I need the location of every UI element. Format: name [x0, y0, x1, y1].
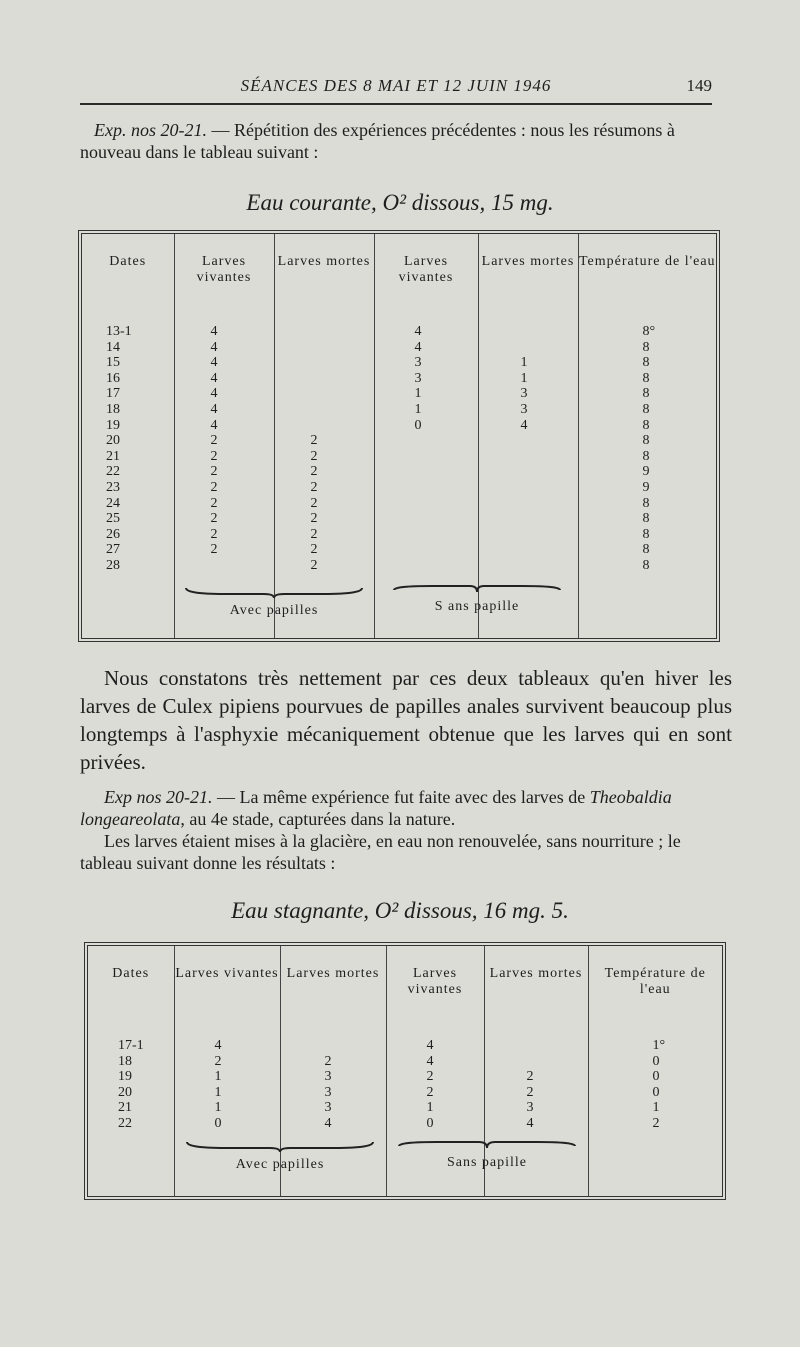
table1-col-mortes-a-cell — [311, 371, 374, 387]
table1-col-dates-cell: 18 — [106, 401, 120, 417]
table1-col-dates-cell: 19 — [106, 417, 120, 433]
table1-col-vivantes-a-cell: 4 — [210, 386, 218, 402]
table2-col-mortes-a-cell: 2 — [324, 1053, 332, 1069]
table1-col-temp-cell: 8 — [642, 370, 650, 386]
table1-col-vivantes-a-cell: 4 — [210, 370, 218, 386]
table1-col-mortes-a-cell: 2 — [310, 526, 318, 542]
table1-col-dates-cell: 24 — [106, 495, 120, 511]
table1-col-mortes-a-cell — [311, 324, 374, 340]
table2-header-temp: Température de l'eau — [588, 946, 722, 1010]
table2-col-vivantes-a-cell: 2 — [214, 1053, 222, 1069]
table1-col-dates-cell: 15 — [106, 355, 120, 371]
table1-col-vivantes-b-cell — [415, 511, 478, 527]
table1-col-vivantes-a-cell — [211, 558, 274, 574]
table1-col-mortes-b-cell — [521, 324, 578, 340]
table1-col-mortes-b-cell — [521, 449, 578, 465]
table2-col-temp-cell: 1° — [652, 1038, 666, 1053]
table1-col-temp-cell: 8 — [642, 355, 650, 371]
table2-col-temp-cell: 0 — [652, 1069, 660, 1085]
table1-col-vivantes-a-cell: 4 — [210, 324, 218, 339]
table1-col-vivantes-b-cell — [415, 542, 478, 558]
table1-header-vivantes-a: Larves vivantes — [174, 234, 274, 298]
table2-col-temp-cell: 0 — [652, 1084, 660, 1100]
table2-col-mortes-b — [527, 1038, 588, 1132]
table2-col-vivantes-a-cell: 1 — [214, 1084, 222, 1100]
table2-col-dates-cell: 21 — [118, 1100, 132, 1116]
exp2-species: Theobaldia longeareolata — [80, 787, 672, 829]
table1-col-mortes-b-cell: 3 — [520, 401, 528, 417]
table1-col-vivantes-b-cell: 1 — [414, 401, 422, 417]
table1-col-mortes-b-cell: 1 — [520, 370, 528, 386]
table1-col-mortes-b-cell: 1 — [520, 355, 528, 371]
table1-col-dates-cell: 25 — [106, 511, 120, 527]
exp2-text1: — La même expérience fut faite avec des larves de — [216, 787, 586, 807]
table1-col-vivantes-a-cell: 2 — [210, 511, 218, 527]
exp2-text3: Les larves étaient mises à la glacière, en eau non renouvelée, sans nourriture ; le tableau suivant donne les résultats : — [80, 831, 681, 873]
table1-col-vivantes-a-cell: 2 — [210, 448, 218, 464]
table1-col-dates — [106, 324, 174, 574]
table1-col-mortes-a-cell: 2 — [310, 542, 318, 558]
table1-col-vivantes-a-cell: 4 — [210, 417, 218, 433]
table1-col-temp-cell: 8 — [642, 386, 650, 402]
table1-col-mortes-b-cell: 3 — [520, 386, 528, 402]
table1-col-mortes-a-cell: 2 — [310, 464, 318, 480]
conclusion-paragraph: Nous constatons très nettement par ces deux tableaux qu'en hiver les larves de Culex pipiens pourvues de papilles anales survivent beaucoup plus longtemps à l'asphyxie mécaniquement obtenue que les larves qui en sont privées. — [80, 666, 732, 774]
table1-col-temp-cell: 8 — [642, 433, 650, 449]
table1-col-mortes-b-cell — [521, 433, 578, 449]
table2-col-dates-cell: 19 — [118, 1069, 132, 1085]
table2-col-vivantes-b-cell: 2 — [426, 1084, 434, 1100]
table1-col-dates-cell: 26 — [106, 526, 120, 542]
table2-col-mortes-a — [325, 1038, 386, 1132]
table1-col-vivantes-a-cell: 4 — [210, 355, 218, 371]
exp2-paragraph — [80, 786, 720, 874]
table1-col-temp-cell: 8 — [642, 417, 650, 433]
table2-header-mortes-b: Larves mortes — [484, 946, 588, 1010]
table1-col-vivantes-a-cell: 2 — [210, 433, 218, 449]
table1-col-dates-cell: 17 — [106, 386, 120, 402]
table1-col-mortes-b-cell — [521, 496, 578, 512]
table1-col-vivantes-b-cell — [415, 558, 478, 574]
running-title: SÉANCES DES 8 MAI ET 12 JUIN 1946 — [240, 76, 552, 95]
table1-col-mortes-b-cell: 4 — [520, 417, 528, 433]
table2-col-mortes-a-cell: 4 — [324, 1115, 332, 1131]
table1-col-dates-cell: 13-1 — [106, 324, 132, 339]
table1-col-mortes-b-cell — [521, 527, 578, 543]
table1-col-dates-cell: 22 — [106, 464, 120, 480]
table2-col-vivantes-b-cell: 1 — [426, 1100, 434, 1116]
table2-col-mortes-a-cell: 3 — [324, 1069, 332, 1085]
table1-col-vivantes-b-cell: 3 — [414, 370, 422, 386]
table1-header-vivantes-b: Larves vivantes — [374, 234, 478, 298]
table1-col-mortes-a — [311, 324, 374, 574]
table1-col-dates-cell: 28 — [106, 557, 120, 573]
exp2-label: Exp nos 20-21. — [104, 787, 213, 807]
table1-col-mortes-a-cell: 2 — [310, 448, 318, 464]
table2-header-dates: Dates — [112, 966, 150, 981]
table1-col-vivantes-b-cell — [415, 496, 478, 512]
table2-col-temp-cell: 0 — [652, 1053, 660, 1069]
table1-col-temp-cell: 9 — [642, 464, 650, 480]
table1-col-temp-cell: 8 — [642, 526, 650, 542]
table1-col-mortes-a-cell — [311, 386, 374, 402]
table1-col-mortes-a-cell — [311, 340, 374, 356]
table2-col-vivantes-a-cell: 1 — [214, 1069, 222, 1085]
table1-col-mortes-a-cell: 2 — [310, 433, 318, 449]
table1-header-temp: Température de l'eau — [578, 234, 716, 298]
table2-col-mortes-b-cell: 2 — [526, 1069, 534, 1085]
page-number: 149 — [686, 76, 712, 95]
table1-group-a — [174, 586, 374, 619]
table2-header-mortes-a: Larves mortes — [280, 946, 386, 1010]
table2-col-dates — [118, 1038, 174, 1132]
table2-header-vivantes-b: Larves vivantes — [386, 946, 484, 1010]
table1-col-vivantes-a-cell: 4 — [210, 339, 218, 355]
table1-col-vivantes-a-cell: 2 — [210, 495, 218, 511]
intro-paragraph — [80, 119, 720, 163]
table1-col-vivantes-b-cell: 4 — [414, 339, 422, 355]
table1-header-dates: Dates — [109, 254, 147, 269]
table1-col-temp-cell: 8 — [642, 495, 650, 511]
table2-col-mortes-b-cell: 3 — [526, 1100, 534, 1116]
table1-col-vivantes-a-cell: 2 — [210, 526, 218, 542]
table1-col-dates-cell: 23 — [106, 479, 120, 495]
table2-col-mortes-b-cell: 2 — [526, 1084, 534, 1100]
table2-group-b-label: Sans papille — [446, 1155, 528, 1170]
table2-col-dates-cell: 20 — [118, 1084, 132, 1100]
table2 — [84, 942, 726, 1200]
table1-col-vivantes-b-cell — [415, 464, 478, 480]
table2-col-vivantes-b — [427, 1038, 484, 1132]
table2-col-mortes-a-cell — [325, 1038, 386, 1054]
table1-col-temp-cell: 8 — [642, 557, 650, 573]
table1-col-vivantes-b-cell: 1 — [414, 386, 422, 402]
table1-col-temp-cell: 8° — [642, 324, 656, 339]
table2-col-mortes-a-cell: 3 — [324, 1084, 332, 1100]
table1-col-dates-cell: 21 — [106, 448, 120, 464]
table1-col-dates-cell: 27 — [106, 542, 120, 558]
table1-col-vivantes-a-cell: 2 — [210, 464, 218, 480]
table1-col-vivantes-a-cell: 4 — [210, 401, 218, 417]
table1-header-mortes-b: Larves mortes — [478, 234, 578, 298]
table2-col-mortes-a-cell: 3 — [324, 1100, 332, 1116]
table1-col-vivantes-b-cell — [415, 449, 478, 465]
table1-col-vivantes-b — [415, 324, 478, 574]
table1-col-mortes-b-cell — [521, 511, 578, 527]
table1-col-mortes-a-cell: 2 — [310, 495, 318, 511]
table2-col-mortes-b-cell — [527, 1054, 588, 1070]
table2-header-vivantes-a: Larves vivantes — [174, 946, 280, 1010]
table2-col-vivantes-a-cell: 1 — [214, 1100, 222, 1116]
table2-col-vivantes-a-cell: 0 — [214, 1115, 222, 1131]
table1-group-b — [374, 580, 580, 615]
page-header — [80, 76, 712, 100]
table1-col-dates-cell: 20 — [106, 433, 120, 449]
table1-col-temp-cell: 8 — [642, 511, 650, 527]
table2-caption: Eau stagnante, O² dissous, 16 mg. 5. — [231, 898, 569, 923]
table2-col-vivantes-b-cell: 4 — [426, 1038, 434, 1053]
table2-group-a-label: Avec papilles — [235, 1157, 325, 1172]
table1-col-mortes-b-cell — [521, 340, 578, 356]
table2-group-a — [174, 1140, 386, 1173]
table1-col-mortes-a-cell — [311, 418, 374, 434]
table2-col-temp — [653, 1038, 723, 1132]
table2-col-temp-cell: 2 — [652, 1115, 660, 1131]
table1-col-mortes-a-cell: 2 — [310, 479, 318, 495]
table1-header-mortes-a: Larves mortes — [274, 234, 374, 298]
table1-group-b-label: S ans papille — [434, 599, 520, 614]
table1-col-temp-cell: 8 — [642, 448, 650, 464]
table2-col-vivantes-a — [215, 1038, 280, 1132]
table1-col-dates-cell: 16 — [106, 370, 120, 386]
table1-caption: Eau courante, O² dissous, 15 mg. — [246, 190, 554, 215]
header-rule — [80, 103, 712, 105]
table2-col-dates-cell: 17-1 — [118, 1038, 144, 1053]
table1-col-mortes-b-cell — [521, 480, 578, 496]
table1-col-temp-cell: 9 — [642, 479, 650, 495]
table2-group-b — [386, 1138, 588, 1171]
table1-col-mortes-a-cell — [311, 402, 374, 418]
table1-col-dates-cell: 14 — [106, 339, 120, 355]
table2-col-vivantes-b-cell: 0 — [426, 1115, 434, 1131]
intro-text: — Répétition des expériences précédentes : nous les résumons à nouveau dans le tableau suivant : — [80, 120, 675, 162]
table1-group-a-label: Avec papilles — [229, 603, 319, 618]
table2-col-temp-cell: 1 — [652, 1100, 660, 1116]
table1-col-vivantes-a-cell: 2 — [210, 479, 218, 495]
table1-col-mortes-b-cell — [521, 464, 578, 480]
table1-col-vivantes-b-cell: 4 — [414, 324, 422, 339]
table1-col-vivantes-b-cell — [415, 433, 478, 449]
table1-col-vivantes-b-cell — [415, 527, 478, 543]
table1 — [78, 230, 720, 642]
table2-col-vivantes-b-cell: 2 — [426, 1069, 434, 1085]
table1-col-vivantes-b-cell: 0 — [414, 417, 422, 433]
table1-col-temp — [643, 324, 717, 574]
table1-col-temp-cell: 8 — [642, 542, 650, 558]
table2-col-mortes-b-cell — [527, 1038, 588, 1054]
intro-label: Exp. nos 20-21. — [94, 120, 207, 140]
table1-col-vivantes-b-cell: 3 — [414, 355, 422, 371]
table1-col-mortes-a-cell: 2 — [310, 511, 318, 527]
table1-col-vivantes-b-cell — [415, 480, 478, 496]
table1-col-temp-cell: 8 — [642, 339, 650, 355]
table2-col-dates-cell: 18 — [118, 1053, 132, 1069]
table2-col-vivantes-a-cell: 4 — [214, 1038, 222, 1053]
table1-col-mortes-b — [521, 324, 578, 574]
exp2-text2: , au 4e stade, capturées dans la nature. — [180, 809, 456, 829]
table2-col-vivantes-b-cell: 4 — [426, 1053, 434, 1069]
table1-col-vivantes-a-cell: 2 — [210, 542, 218, 558]
table1-col-mortes-b-cell — [521, 558, 578, 574]
table1-col-mortes-a-cell — [311, 355, 374, 371]
table1-col-mortes-a-cell: 2 — [310, 557, 318, 573]
table2-col-mortes-b-cell: 4 — [526, 1115, 534, 1131]
table2-col-dates-cell: 22 — [118, 1115, 132, 1131]
table1-col-vivantes-a — [211, 324, 274, 574]
table1-col-mortes-b-cell — [521, 542, 578, 558]
table1-col-temp-cell: 8 — [642, 401, 650, 417]
